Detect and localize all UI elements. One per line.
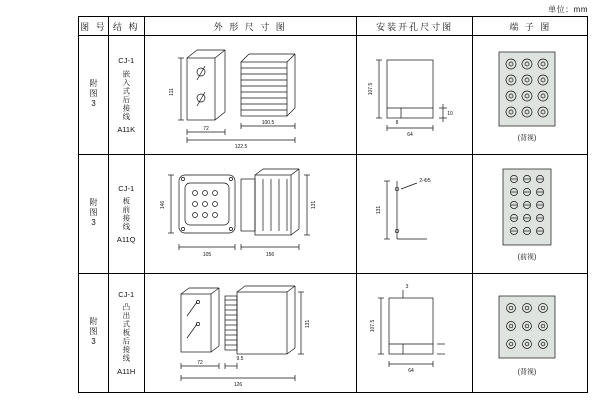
row2-mount-dim-131: 131 — [375, 205, 382, 215]
row1-dim-72: 72 — [202, 126, 209, 132]
row2-struct-code: CJ-1 — [118, 183, 135, 193]
row3-mount-svg — [357, 274, 467, 392]
row3-dim-131: 131 — [304, 319, 311, 329]
row1-struct-code: CJ-1 — [118, 56, 135, 66]
row1-mount-drawing — [356, 36, 473, 155]
row3-mount-dim-3: 3 — [405, 284, 409, 290]
row2-dim-146: 146 — [159, 200, 166, 210]
row3-mount-dim-64: 64 — [408, 368, 414, 374]
row2-dim-105: 105 — [202, 252, 211, 258]
row2-outline-svg — [145, 155, 345, 273]
row1-mount-dim-107-5: 107.5 — [367, 82, 374, 96]
row3-terminal-svg — [473, 274, 581, 392]
row1-terminal-drawing — [473, 36, 588, 155]
row2-structure — [108, 155, 144, 274]
header-no: 图 号 — [79, 17, 109, 36]
row3-dim-9-5: 9.5 — [236, 356, 244, 362]
row3-mount-dim-107-5: 107.5 — [369, 319, 376, 333]
row2-outline-drawing — [144, 155, 356, 274]
row1-outline-svg — [145, 36, 345, 154]
row3-struct-code: CJ-1 — [118, 289, 135, 299]
row1-struct-type: 嵌入式后接线 — [121, 69, 131, 121]
row1-structure — [108, 36, 144, 155]
row3-struct-model: A11H — [117, 366, 136, 376]
row2-terminal-svg — [473, 155, 581, 273]
row3-outline-drawing — [144, 274, 356, 393]
row1-dim-100-5: 100.5 — [261, 120, 274, 126]
row1-terminal-caption: (背视) — [518, 135, 537, 142]
unit-label: 单位：mm — [548, 5, 588, 14]
row2-terminal-drawing — [473, 155, 588, 274]
header-term: 端 子 图 — [473, 17, 588, 36]
table-row — [79, 274, 588, 393]
row2-dim-131: 131 — [310, 200, 317, 210]
table-header-row — [79, 17, 588, 36]
row3-figure-no — [79, 274, 109, 393]
row3-structure — [108, 274, 144, 393]
row3-figure-no-text: 附图3 — [88, 316, 98, 348]
row2-dim-156: 156 — [265, 252, 274, 258]
row2-mount-svg — [357, 155, 467, 273]
spec-table — [78, 16, 588, 393]
row1-terminal-svg — [473, 36, 581, 154]
row2-terminal-caption: (前视) — [518, 254, 537, 261]
row2-figure-no-text: 附图3 — [88, 197, 98, 229]
row1-figure-no-text: 附图3 — [88, 78, 98, 110]
row2-struct-model: A11Q — [116, 235, 136, 244]
row3-dim-72: 72 — [196, 360, 203, 366]
row1-dim-111: 111 — [168, 88, 175, 96]
table-row — [79, 36, 588, 155]
header-struct: 结 构 — [108, 17, 144, 36]
row1-mount-dim-64: 64 — [407, 132, 413, 138]
row2-struct-type: 板前接线 — [121, 197, 131, 231]
row1-mount-svg — [357, 36, 467, 154]
row1-figure-no — [79, 36, 109, 155]
row3-terminal-drawing — [473, 274, 588, 393]
row1-struct-model: A11K — [117, 124, 136, 134]
row1-outline-drawing — [144, 36, 356, 155]
row1-dim-122-5: 122.5 — [234, 144, 247, 150]
row3-mount-drawing — [356, 274, 473, 393]
row1-mount-dim-8: 8 — [395, 120, 399, 126]
row3-struct-type: 凸出式板后接线 — [121, 303, 131, 363]
row3-outline-svg — [145, 274, 345, 392]
row2-figure-no — [79, 155, 109, 274]
table-row — [79, 155, 588, 274]
row2-mount-dim-2phi5: 2-Φ5 — [419, 178, 431, 184]
row3-terminal-caption: (背视) — [518, 369, 537, 376]
header-mount: 安装开孔尺寸图 — [356, 17, 473, 36]
header-outline: 外 形 尺 寸 图 — [144, 17, 356, 36]
row3-dim-126: 126 — [233, 382, 242, 388]
row2-mount-drawing — [356, 155, 473, 274]
row1-mount-dim-10: 10 — [447, 111, 453, 117]
